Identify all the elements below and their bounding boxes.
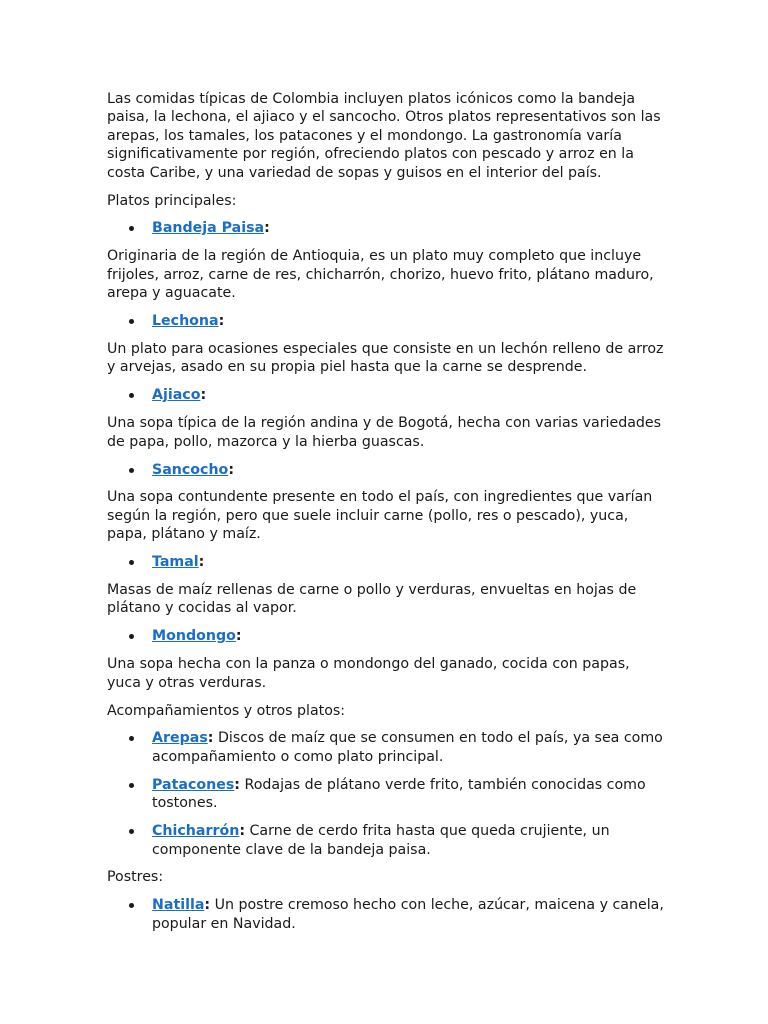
- list-item: [107, 553, 667, 571]
- side-link-arepas[interactable]: Arepas: [152, 730, 208, 747]
- document-page: [107, 90, 667, 943]
- dish-list: [107, 461, 667, 479]
- dish-link-tamal[interactable]: Tamal: [152, 554, 199, 571]
- dish-list: [107, 312, 667, 330]
- list-item: [107, 386, 667, 404]
- list-item: [107, 896, 667, 933]
- dish-description: Masas de maíz rellenas de carne o pollo y verduras, envueltas en hojas de plátano y cocidas al vapor.: [107, 582, 637, 617]
- list-item: [107, 627, 667, 645]
- separator: :: [228, 461, 234, 478]
- separator: :: [218, 313, 225, 330]
- dessert-link-natilla[interactable]: Natilla: [152, 897, 205, 914]
- desserts-list: [107, 896, 667, 933]
- separator: :: [200, 387, 207, 404]
- dish-description: Una sopa típica de la región andina y de Bogotá, hecha con varias variedades de papa, pollo, mazorca y la hierba guascas.: [107, 415, 662, 450]
- list-item: [107, 219, 667, 237]
- dish-list: [107, 627, 667, 645]
- dish-list: [107, 219, 667, 237]
- list-item: [107, 312, 667, 330]
- side-description: Rodajas de plátano verde frito, también conocidas como tostones.: [152, 776, 646, 812]
- list-item: [107, 776, 667, 813]
- side-description: Discos de maíz que se consumen en todo el país, ya sea como acompañamiento o como plato principal.: [152, 730, 663, 765]
- list-item: [107, 461, 667, 479]
- main-dishes-heading: Platos principales:: [107, 192, 237, 209]
- dessert-description: Un postre cremoso hecho con leche, azúcar, maicena y canela, popular en Navidad.: [152, 897, 664, 932]
- list-item: [107, 729, 667, 766]
- separator: :: [234, 776, 240, 793]
- dish-description: Originaria de la región de Antioquia, es un plato muy completo que incluye frijoles, arroz, carne de res, chicharrón, chorizo, huevo frito, plátano maduro, arepa y aguacate.: [107, 248, 654, 302]
- dish-link-lechona[interactable]: Lechona: [152, 313, 219, 330]
- dish-link-bandeja-paisa[interactable]: Bandeja Paisa: [152, 220, 265, 237]
- side-description: Carne de cerdo frita hasta que queda crujiente, un componente clave de la bandeja paisa.: [152, 823, 610, 858]
- dish-link-sancocho[interactable]: Sancocho: [152, 461, 229, 478]
- separator: :: [207, 730, 214, 747]
- separator: :: [198, 554, 205, 571]
- side-link-chicharron[interactable]: Chicharrón: [152, 823, 240, 840]
- dish-description: Una sopa hecha con la panza o mondongo del ganado, cocida con papas, yuca y otras verduras.: [107, 656, 630, 691]
- sides-heading: Acompañamientos y otros platos:: [107, 702, 346, 719]
- dish-list: [107, 553, 667, 571]
- side-link-patacones[interactable]: Patacones: [152, 776, 235, 793]
- dish-link-ajiaco[interactable]: Ajiaco: [152, 387, 201, 404]
- separator: :: [264, 220, 270, 237]
- sides-list: [107, 729, 667, 858]
- separator: :: [204, 897, 211, 914]
- separator: :: [239, 823, 245, 840]
- dish-description: Un plato para ocasiones especiales que consiste en un lechón relleno de arroz y arvejas, asado en su propia piel hasta que la carne se desprende.: [107, 340, 664, 376]
- desserts-heading: Postres:: [107, 869, 164, 886]
- dish-description: Una sopa contundente presente en todo el país, con ingredientes que varían según la región, pero que suele incluir carne (pollo, res o pescado), yuca, papa, plátano y maíz.: [107, 489, 653, 543]
- list-item: [107, 822, 667, 859]
- separator: :: [235, 628, 242, 645]
- dish-link-mondongo[interactable]: Mondongo: [152, 628, 236, 645]
- intro-paragraph: Las comidas típicas de Colombia incluyen platos icónicos como la bandeja paisa, la lechona, el ajiaco y el sancocho. Otros platos representativos son las arepas, los tamales, los patacones y el mondongo. La gastronomía varía significativamente por región, ofreciendo platos con pescado y arroz en la costa Caribe, y una variedad de sopas y guisos en el interior del país.: [107, 91, 661, 181]
- dish-list: [107, 386, 667, 404]
